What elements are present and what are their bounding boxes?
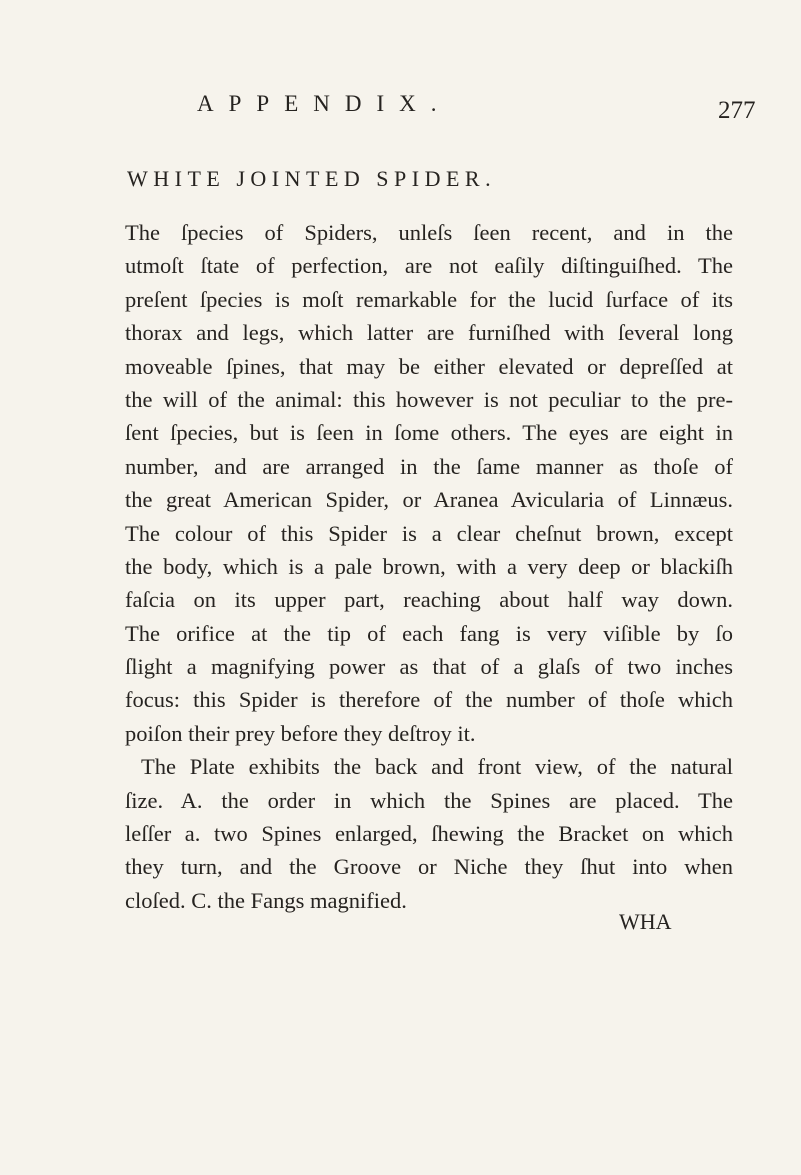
text-line: ſent ſpecies, but is ſeen in ſome others. The eyes are eight in [125,420,733,446]
text-line: The Plate exhibits the back and front view, of the natural [141,754,733,780]
text-line: the will of the animal: this however is not peculiar to the pre- [125,386,733,412]
running-head: APPENDIX. [197,91,452,116]
body-text [125,216,733,917]
text-line: focus: this Spider is therefore of the number of thoſe which [125,687,733,713]
text-line: thorax and legs, which latter are furniſhed with ſeveral long [125,320,733,346]
text-line: faſcia on its upper part, reaching about half way down. [125,587,733,613]
text-line: utmoſt ſtate of perfection, are not eaſily diſtinguiſhed. The [125,253,733,279]
catchword: WHA [619,909,672,934]
text-line: ſlight a magnifying power as that of a glaſs of two inches [125,654,733,680]
section-title: WHITE JOINTED SPIDER. [127,166,497,191]
text-line: preſent ſpecies is moſt remarkable for the lucid ſurface of its [125,286,733,312]
text-line: number, and are arranged in the ſame manner as thoſe of [125,453,733,479]
text-line: ſize. A. the order in which the Spines are placed. The [125,787,733,813]
text-line: the great American Spider, or Aranea Avicularia of Linnæus. [125,487,733,513]
text-line: leſſer a. two Spines enlarged, ſhewing the Bracket on which [125,821,733,847]
text-line: the body, which is a pale brown, with a very deep or blackiſh [125,553,733,579]
page-number: 277 [718,97,756,124]
text-line: The orifice at the tip of each fang is very viſible by ſo [125,620,733,646]
text-line: they turn, and the Groove or Niche they ſhut into when [125,854,733,880]
text-line: The ſpecies of Spiders, unleſs ſeen recent, and in the [125,220,733,245]
text-line: moveable ſpines, that may be either elevated or depreſſed at [125,353,733,379]
text-line: The colour of this Spider is a clear cheſnut brown, except [125,520,733,546]
text-line: cloſed. C. the Fangs magnified. [125,887,407,913]
text-line: poiſon their prey before they deſtroy it. [125,720,476,746]
